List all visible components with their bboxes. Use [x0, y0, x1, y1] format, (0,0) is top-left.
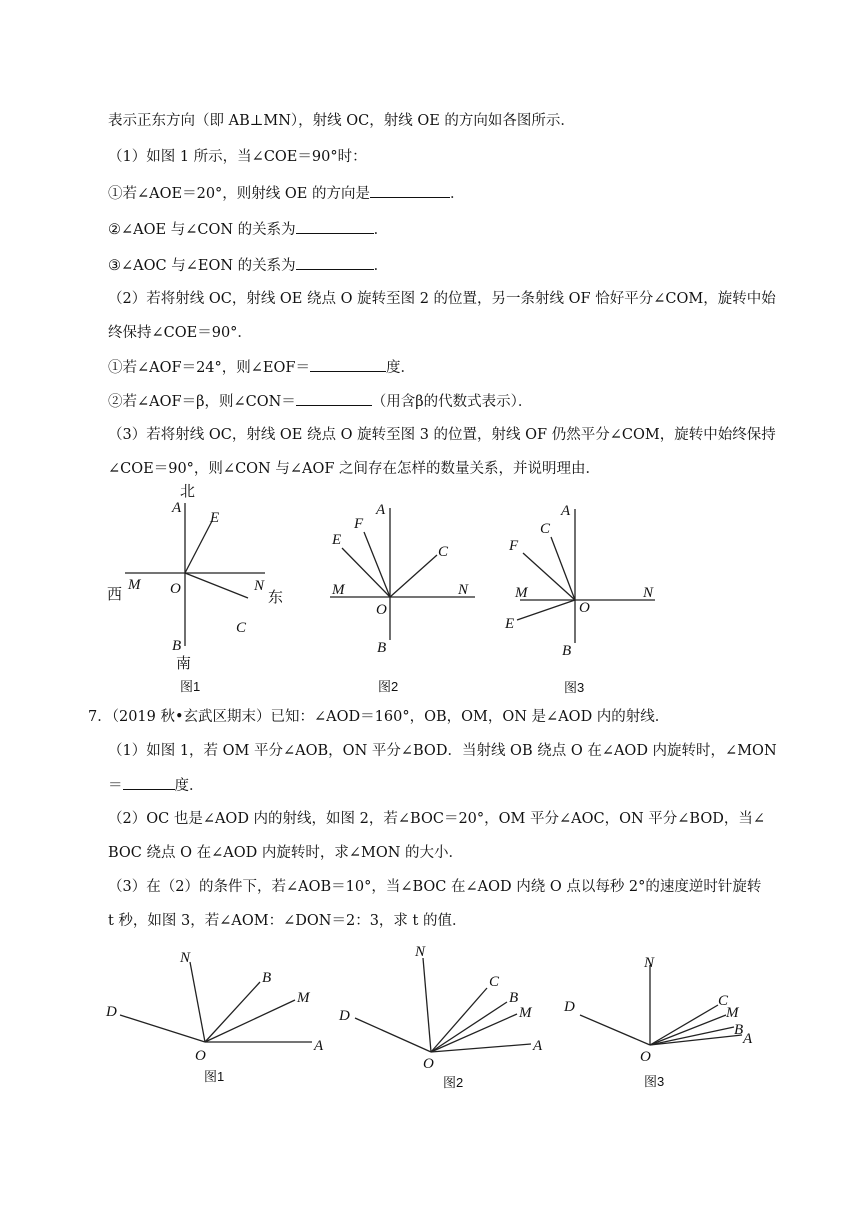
label-E: E: [505, 616, 515, 632]
label-M: M: [128, 577, 141, 593]
p7-part1-line2: [108, 775, 204, 796]
label-A: A: [561, 503, 571, 519]
label-north: 北: [180, 484, 196, 500]
label-A: A: [743, 1031, 753, 1047]
label-O: O: [376, 602, 387, 618]
p7-figure-2: [335, 940, 555, 1090]
p6-part1-q2: [108, 219, 388, 240]
label-E: E: [210, 510, 220, 526]
label-A: A: [314, 1038, 324, 1054]
label-C: C: [540, 521, 551, 537]
p6-figure-3: [495, 495, 670, 700]
p6-part2-q1-text: ①若∠AOF＝24°，则∠EOF＝: [108, 360, 310, 376]
label-O: O: [195, 1048, 206, 1064]
p6-part2-line2: 终保持∠COE＝90°．: [108, 325, 252, 341]
p7-part1-line1: （1）如图 1，若 OM 平分∠AOB，ON 平分∠BOD．当射线 OB 绕点 O 在∠AOD 内旋转时，∠MON: [108, 743, 777, 759]
p6-part2-q1-end: 度．: [385, 360, 415, 376]
p6-part1-q1-end: ．: [449, 186, 465, 202]
answer-blank[interactable]: [370, 183, 450, 198]
label-N: N: [180, 950, 191, 966]
p6-part3-line1: （3）若将射线 OC，射线 OE 绕点 O 旋转至图 3 的位置，射线 OF 仍然平分∠COM，旋转中始终保持: [108, 427, 776, 443]
label-N: N: [643, 585, 654, 601]
p7-part1-end: 度．: [174, 778, 204, 794]
figure-caption: 图1: [180, 679, 201, 694]
label-M: M: [515, 585, 528, 601]
figure-caption: 图2: [443, 1075, 464, 1090]
p6-intro: 表示正东方向（即 AB⊥MN），射线 OC，射线 OE 的方向如各图所示．: [108, 113, 575, 129]
label-B: B: [172, 638, 182, 654]
p6-part1-q1: [108, 183, 464, 204]
label-south: 南: [176, 656, 192, 672]
label-O: O: [579, 600, 590, 616]
p7-part2-line2: BOC 绕点 O 在∠AOD 内旋转时，求∠MON 的大小．: [108, 845, 464, 861]
label-D: D: [339, 1008, 350, 1024]
label-F: F: [354, 516, 364, 532]
label-A: A: [172, 500, 182, 516]
answer-blank[interactable]: [296, 255, 374, 270]
p7-part2-line1: （2）OC 也是∠AOD 内的射线，如图 2，若∠BOC＝20°，OM 平分∠AOC，ON 平分∠BOD，当∠: [108, 811, 766, 827]
p7-part3-line2: t 秒，如图 3，若∠AOM：∠DON＝2：3，求 t 的值．: [108, 913, 467, 929]
p7-part3-line1: （3）在（2）的条件下，若∠AOB＝10°，当∠BOC 在∠AOD 内绕 O 点以每秒 2°的速度逆时针旋转: [108, 879, 762, 895]
label-O: O: [423, 1056, 434, 1072]
answer-blank[interactable]: [296, 391, 372, 406]
label-M: M: [519, 1005, 532, 1021]
label-C: C: [718, 993, 729, 1009]
p6-figure-1: [100, 478, 300, 698]
label-E: E: [332, 532, 342, 548]
figure-caption: 图3: [644, 1074, 665, 1089]
p6-part2-q2: [108, 391, 532, 412]
answer-blank[interactable]: [123, 775, 175, 790]
label-F: F: [509, 538, 519, 554]
label-B: B: [262, 970, 272, 986]
label-B: B: [562, 643, 572, 659]
label-M: M: [332, 582, 345, 598]
figure-caption: 图3: [564, 680, 585, 695]
p6-part1-q2-end: ．: [373, 222, 389, 238]
label-O: O: [640, 1049, 651, 1065]
p6-part1-q2-text: ②∠AOE 与∠CON 的关系为: [108, 222, 296, 238]
label-N: N: [415, 944, 426, 960]
label-B: B: [377, 640, 387, 656]
p6-part2-q2-text: ②若∠AOF＝β，则∠CON＝: [108, 394, 296, 410]
p6-part1-q3-end: ．: [373, 258, 389, 274]
label-A: A: [533, 1038, 543, 1054]
answer-blank[interactable]: [296, 219, 374, 234]
p6-part1-title: （1）如图 1 所示，当∠COE＝90°时：: [108, 149, 367, 165]
p6-part1-q1-text: ①若∠AOE＝20°，则射线 OE 的方向是: [108, 186, 370, 202]
label-D: D: [106, 1004, 117, 1020]
label-N: N: [458, 582, 469, 598]
p7-title: 7．（2019 秋•玄武区期末）已知：∠AOD＝160°，OB，OM，ON 是∠AOD 内的射线．: [88, 709, 670, 725]
label-A: A: [376, 502, 386, 518]
label-C: C: [438, 544, 449, 560]
figure-caption: 图2: [378, 679, 399, 694]
p6-part3-line2: ∠COE＝90°，则∠CON 与∠AOF 之间存在怎样的数量关系，并说明理由．: [108, 461, 601, 477]
figure-caption: 图1: [204, 1069, 225, 1084]
p6-figure-2: [320, 490, 490, 700]
label-M: M: [726, 1005, 739, 1021]
label-N: N: [644, 955, 655, 971]
label-C: C: [236, 620, 247, 636]
label-west: 西: [107, 587, 123, 603]
p6-part2-line1: （2）若将射线 OC，射线 OE 绕点 O 旋转至图 2 的位置，另一条射线 OF 恰好平分∠COM，旋转中始: [108, 291, 776, 307]
label-C: C: [489, 974, 500, 990]
label-N: N: [254, 578, 265, 594]
p6-part2-q2-end: （用含β的代数式表示）．: [371, 394, 533, 410]
label-B: B: [509, 990, 519, 1006]
p7-figure-1: [100, 940, 340, 1085]
p7-figure-3: [560, 945, 770, 1090]
label-east: 东: [268, 590, 284, 606]
p7-part1-eq: ＝: [108, 778, 123, 794]
answer-blank[interactable]: [310, 357, 386, 372]
label-B: B: [734, 1022, 744, 1038]
label-D: D: [564, 999, 575, 1015]
p6-part1-q3-text: ③∠AOC 与∠EON 的关系为: [108, 258, 296, 274]
label-O: O: [170, 581, 181, 597]
p6-part1-q3: [108, 255, 388, 276]
label-M: M: [297, 990, 310, 1006]
p6-part2-q1: [108, 357, 415, 378]
